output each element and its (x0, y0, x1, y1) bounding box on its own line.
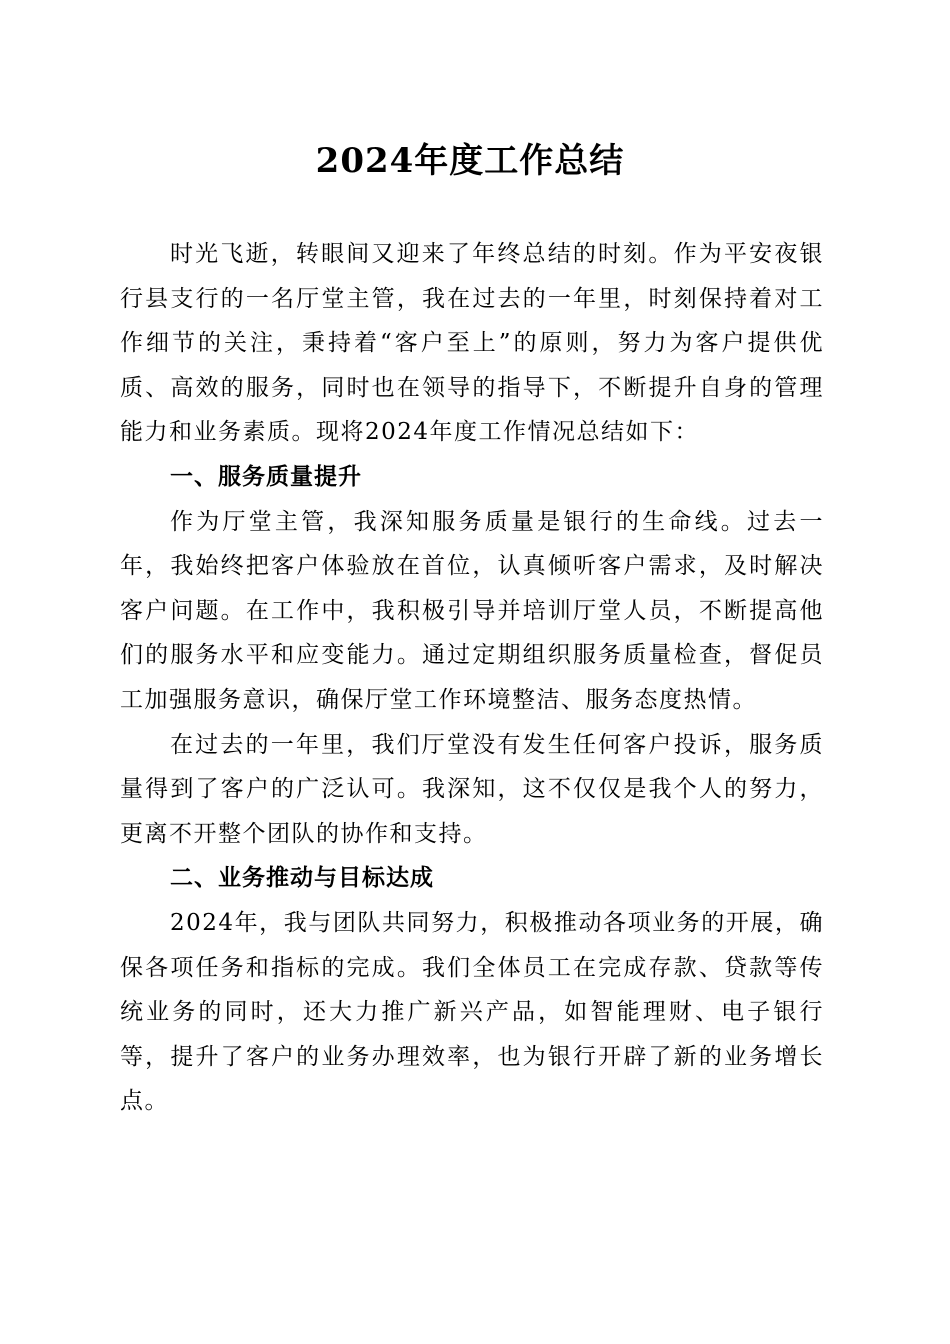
section-heading-service-quality: 一、服务质量提升 (170, 463, 362, 490)
business-goals-paragraph: 2024年，我与团队共同努力，积极推动各项业务的开展，确保各项任务和指标的完成。我们全体员工在完成存款、贷款等传统业务的同时，还大力推广新兴产品，如智能理财、电子银行等，提升了客户的业务办理效率，也为银行开辟了新的业务增长点。 (120, 909, 824, 1115)
service-quality-paragraph-2: 在过去的一年里，我们厅堂没有发生任何客户投诉，服务质量得到了客户的广泛认可。我深知，这不仅仅是我个人的努力，更离不开整个团队的协作和支持。 (120, 731, 824, 847)
section-heading-business-goals: 二、业务推动与目标达成 (170, 865, 434, 892)
document-body (120, 232, 824, 1124)
document-title: 2024年度工作总结 (315, 141, 625, 181)
intro-paragraph: 时光飞逝，转眼间又迎来了年终总结的时刻。作为平安夜银行县支行的一名厅堂主管，我在过去的一年里，时刻保持着对工作细节的关注，秉持着“客户至上”的原则，努力为客户提供优质、高效的服务，同时也在领导的指导下，不断提升自身的管理能力和业务素质。现将2024年度工作情况总结如下： (120, 241, 824, 446)
service-quality-paragraph-1: 作为厅堂主管，我深知服务质量是银行的生命线。过去一年，我始终把客户体验放在首位，认真倾听客户需求，及时解决客户问题。在工作中，我积极引导并培训厅堂人员，不断提高他们的服务水平和应变能力。通过定期组织服务质量检查，督促员工加强服务意识，确保厅堂工作环境整洁、服务态度热情。 (120, 508, 824, 713)
